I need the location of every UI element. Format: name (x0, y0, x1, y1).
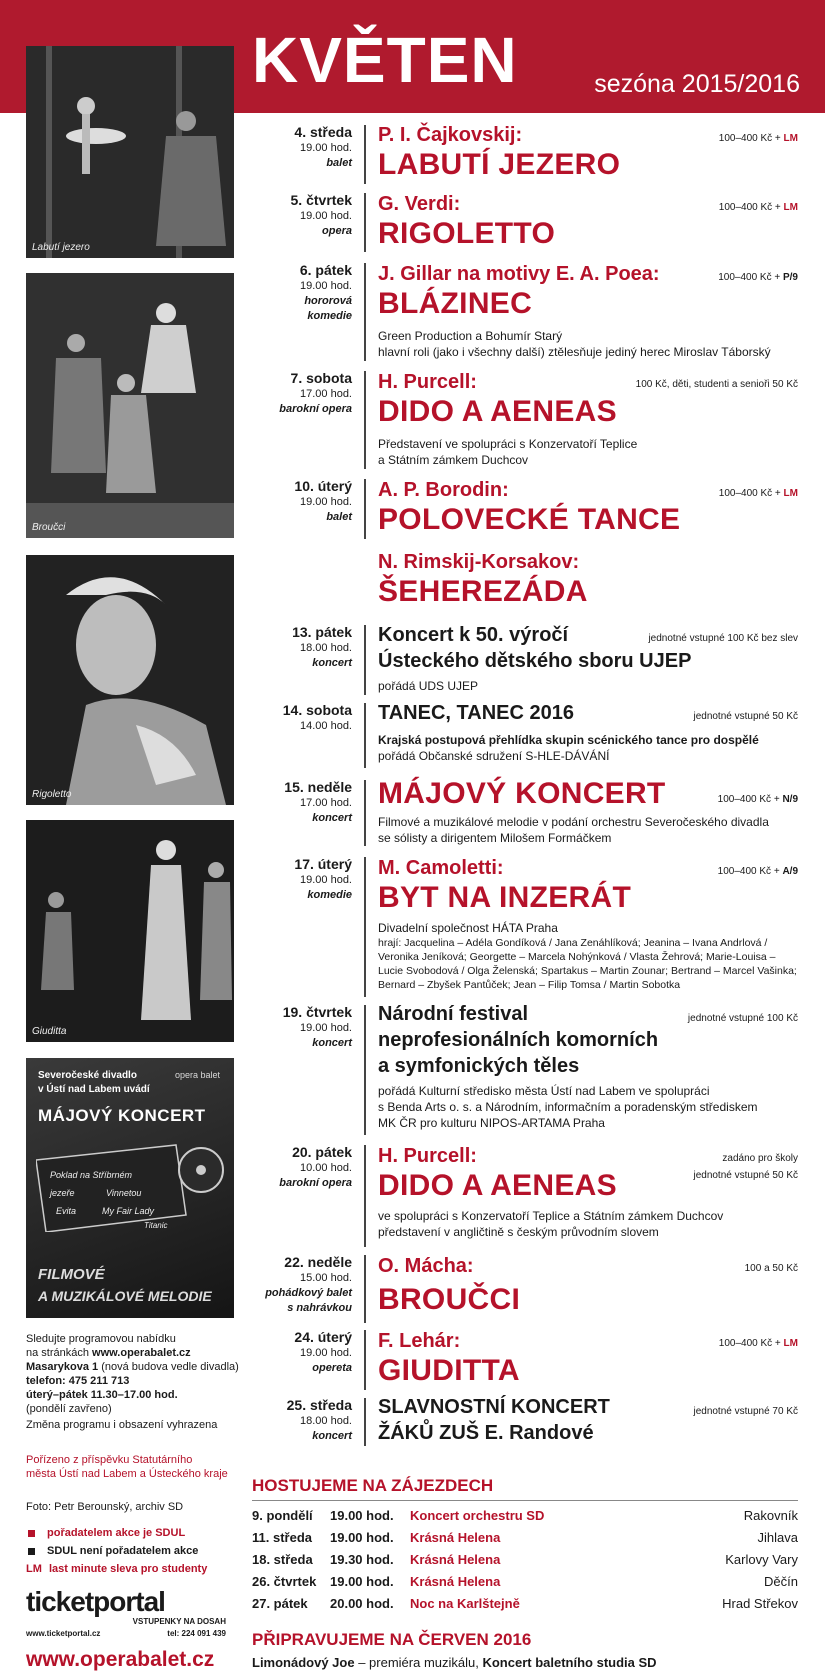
divider (364, 1398, 366, 1446)
divider (252, 1500, 798, 1501)
info-line: Masarykova 1 (nová budova vedle divadla) (26, 1361, 239, 1373)
event-price: 100–400 Kč + LM (718, 202, 798, 213)
event-date: 17. úterý 19.00 hod. komedie (294, 856, 352, 901)
event-date: 13. pátek 18.00 hod. koncert (292, 624, 352, 669)
legend-item: SDUL není pořadatelem akce (26, 1545, 198, 1557)
event-price: zadáno pro školy jednotné vstupné 50 Kč (693, 1153, 798, 1181)
event-date: 10. úterý 19.00 hod. balet (294, 478, 352, 523)
event-polovecke-tance[interactable]: A. P. Borodin: POLOVECKÉ TANCE N. Rimskij-Korsakov: ŠEHEREZÁDA (378, 479, 681, 608)
opening-hours: úterý–pátek 11.30–17.00 hod. (26, 1389, 178, 1401)
event-price: 100–400 Kč + LM (718, 1338, 798, 1349)
event-date: 22. neděle 15.00 hod. pohádkový balet s nahrávkou (265, 1254, 352, 1314)
legend-item: pořadatelem akce je SDUL (26, 1527, 185, 1539)
event-price: 100–400 Kč + LM (718, 488, 798, 499)
tour-row: 18. středa 19.30 hod. Krásná Helena Karlovy Vary (252, 1552, 798, 1567)
info-line: (pondělí zavřeno) (26, 1403, 112, 1415)
photo-rigoletto (26, 555, 234, 805)
poster-bottom: FILMOVÉ (38, 1266, 105, 1283)
divider (364, 857, 366, 997)
film-title: My Fair Lady (102, 1206, 155, 1216)
film-title: jezeře (50, 1188, 75, 1198)
divider (364, 1145, 366, 1247)
poster-line: Severočeské divadlo (38, 1070, 137, 1081)
divider (364, 780, 366, 846)
divider (364, 125, 366, 184)
film-title: Vinnetou (106, 1188, 142, 1198)
event-date: 20. pátek 10.00 hod. barokní opera (279, 1144, 352, 1189)
divider (364, 193, 366, 252)
info-line: na stránkách www.operabalet.cz (26, 1347, 191, 1359)
red-square-icon (28, 1530, 35, 1537)
tour-row: 26. čtvrtek 19.00 hod. Krásná Helena Děčín (252, 1574, 798, 1589)
event-date: 6. pátek 19.00 hod. hororová komedie (299, 262, 352, 322)
event-giuditta[interactable]: F. Lehár: GIUDITTA (378, 1330, 520, 1387)
footer-website-link[interactable]: www.operabalet.cz (26, 1648, 215, 1671)
event-date: 4. středa 19.00 hod. balet (294, 124, 352, 169)
event-date: 25. středa 18.00 hod. koncert (286, 1397, 352, 1442)
poster-brand: opera balet (174, 1070, 220, 1080)
event-date: 7. sobota 17.00 hod. barokní opera (279, 370, 352, 415)
tour-row: 27. pátek 20.00 hod. Noc na Karlštejně Hrad Střekov (252, 1596, 798, 1611)
black-square-icon (28, 1548, 35, 1555)
event-price: 100–400 Kč + P/9 (718, 272, 798, 283)
divider (364, 1005, 366, 1135)
photo-giuditta (26, 820, 234, 1042)
event-byt-na-inzerat[interactable]: M. Camoletti: BYT NA INZERÁT Divadelní společnost HÁTA Praha hrají: Jacquelina – Adéla Gondíková / Jana Zenáhlíková; Jeanina – Ivana Andrlová / Veronika Jeníková; Georgette – Marcela Nohýnková / Vlasta Žehrová; Marie-Louisa – Lucie Svobodová / Olga Želenská; Spartakus – Martin Zounar; Bertrand – Marcel Vašinka; Bernard – Zbyšek Pantůček; Jean – Filip Tomsa / Martin Sobotka (378, 857, 797, 991)
event-narodni-festival[interactable]: Národní festival neprofesionálních komorních a symfonických těles pořádá Kulturní středisko města Ústí nad Labem ve spolupráci s Benda Arts o. s. a Národním, informačním a poradenským střediskem MK ČR pro kulturu NIPOS-ARTAMA Praha (378, 1003, 758, 1130)
event-price: 100–400 Kč + A/9 (717, 866, 798, 877)
preparing-heading: PŘIPRAVUJEME NA ČERVEN 2016 (252, 1630, 532, 1649)
divider (364, 371, 366, 469)
season-label: sezóna 2015/2016 (594, 70, 800, 98)
event-broucci[interactable]: O. Mácha: BROUČCI (378, 1255, 521, 1316)
month-title: KVĚTEN (252, 24, 518, 96)
event-price: 100 Kč, děti, studenti a senioři 50 Kč (635, 379, 798, 390)
event-date: 5. čtvrtek 19.00 hod. opera (290, 192, 352, 237)
event-date: 15. neděle 17.00 hod. koncert (284, 779, 352, 824)
event-labuti-jezero[interactable]: P. I. Čajkovskij: LABUTÍ JEZERO (378, 124, 621, 181)
event-dido-a-aeneas-2[interactable]: H. Purcell: DIDO A AENEAS ve spolupráci s Konzervatoří Teplice a Státním zámkem Duchcov představení v angličtině s českým průvodním slovem (378, 1145, 724, 1239)
divider (364, 703, 366, 768)
event-price: jednotné vstupné 100 Kč bez slev (648, 633, 798, 644)
photo-caption: Broučci (32, 522, 66, 533)
poster-bottom: A MUZIKÁLOVÉ MELODIE (38, 1288, 212, 1304)
event-dido-a-aeneas[interactable]: H. Purcell: DIDO A AENEAS Představení ve spolupráci s Konzervatoří Teplice a Státním zámkem Duchcov (378, 371, 638, 467)
divider (364, 263, 366, 361)
tour-row: 9. pondělí 19.00 hod. Koncert orchestru SD Rakovník (252, 1508, 798, 1523)
box-office-info (26, 1332, 256, 1432)
event-price: 100–400 Kč + LM (718, 133, 798, 144)
divider (364, 625, 366, 695)
legend-item: LM last minute sleva pro studenty (26, 1563, 208, 1575)
event-date: 19. čtvrtek 19.00 hod. koncert (282, 1004, 352, 1049)
event-majovy-koncert[interactable]: MÁJOVÝ KONCERT Filmové a muzikálové melodie v podání orchestru Severočeského divadla se sólisty a dirigentem Milošem Formáčkem (378, 777, 769, 845)
event-rigoletto[interactable]: G. Verdi: RIGOLETTO (378, 193, 556, 250)
photo-credit: Foto: Petr Berounský, archiv SD (26, 1501, 184, 1513)
event-price: 100 a 50 Kč (744, 1263, 798, 1274)
event-price: 100–400 Kč + N/9 (717, 794, 798, 805)
film-title: Poklad na Stříbrném (50, 1170, 133, 1180)
event-slavnostni-koncert[interactable]: SLAVNOSTNÍ KONCERT ŽÁKŮ ZUŠ E. Randové (378, 1396, 610, 1444)
info-line: Změna programu i obsazení vyhrazena (26, 1419, 218, 1431)
photo-caption: Rigoletto (32, 789, 72, 800)
photo-labuti-jezero (26, 46, 234, 258)
poster-title: MÁJOVÝ KONCERT (38, 1106, 206, 1125)
film-title: Evita (56, 1206, 77, 1216)
event-tanec-tanec[interactable]: TANEC, TANEC 2016 Krajská postupová přehlídka skupin scénického tance pro dospělé pořádá Občanské sdružení S-HLE-DÁVÁNÍ (378, 702, 759, 763)
preparing-text: Limonádový Joe – premiéra muzikálu, Koncert baletního studia SD (252, 1655, 657, 1670)
event-blazinec[interactable]: J. Gillar na motivy E. A. Poea: BLÁZINEC Green Production a Bohumír Starý hlavní roli (jako i všechny další) ztělesňuje jediný herec Miroslav Táborský (378, 263, 771, 359)
poster-line: v Ústí nad Labem uvádí (38, 1084, 150, 1095)
touring-heading: HOSTUJEME NA ZÁJEZDECH (252, 1476, 494, 1495)
event-date: 24. úterý 19.00 hod. opereta (294, 1329, 352, 1374)
photo-caption: Giuditta (32, 1026, 67, 1037)
tour-row: 11. středa 19.00 hod. Krásná Helena Jihlava (252, 1530, 798, 1545)
website-link[interactable]: www.operabalet.cz (92, 1347, 191, 1359)
phone: telefon: 475 211 713 (26, 1375, 130, 1387)
film-strip-icon (36, 1140, 224, 1232)
photo-caption: Labutí jezero (32, 242, 90, 253)
sponsor-note: Pořízeno z příspěvku Statutárního města Ústí nad Labem a Ústeckého kraje (26, 1454, 228, 1480)
event-date: 14. sobota 14.00 hod. (282, 702, 352, 732)
majovy-koncert-poster (26, 1058, 234, 1318)
film-title: Titanic (144, 1221, 168, 1230)
event-price: jednotné vstupné 70 Kč (693, 1406, 798, 1417)
ticketportal-logo[interactable]: ticketportal VSTUPENKY NA DOSAH www.ticketportal.cz tel: 224 091 439 (26, 1586, 226, 1638)
info-line: Sledujte programovou nabídku (26, 1333, 176, 1345)
divider (364, 1255, 366, 1323)
event-price: jednotné vstupné 100 Kč (687, 1013, 798, 1024)
photo-broucci (26, 273, 234, 538)
event-uds-koncert[interactable]: Koncert k 50. výročí Ústeckého dětského sboru UJEP pořádá UDS UJEP (378, 624, 692, 693)
divider (364, 479, 366, 539)
event-price: jednotné vstupné 50 Kč (693, 711, 798, 722)
divider (364, 1330, 366, 1390)
